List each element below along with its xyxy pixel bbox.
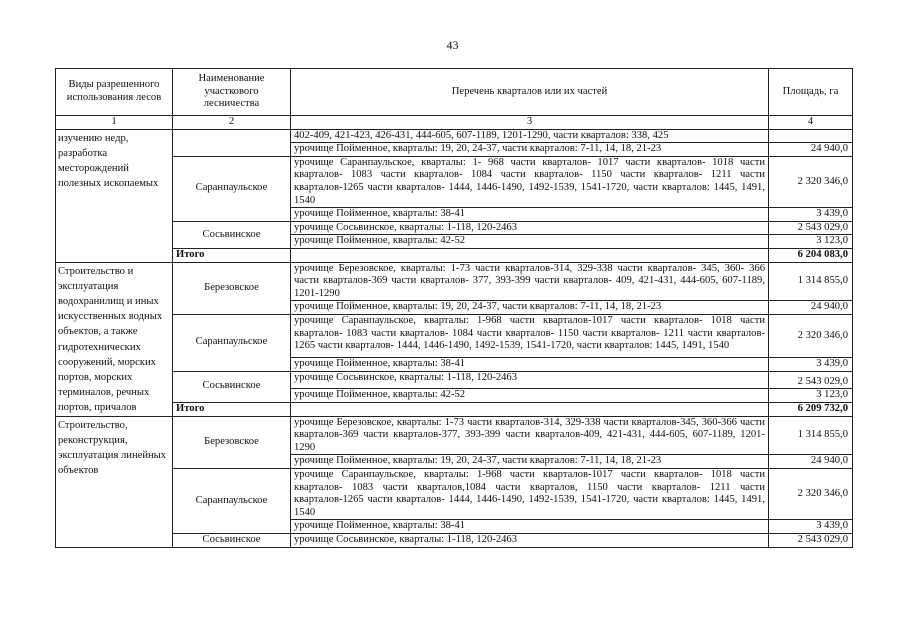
total-row: [56, 248, 853, 262]
area-cell: 1 314 855,0: [769, 262, 853, 301]
forestry-cell: [173, 129, 291, 156]
total-value: 6 204 083,0: [769, 248, 853, 262]
quarters-cell: урочище Пойменное, кварталы: 38-41: [291, 520, 769, 534]
table-row: [56, 262, 853, 301]
header-area: Площадь, га: [769, 69, 853, 116]
table-body: [56, 129, 853, 547]
quarters-cell: урочище Саранпаульское, кварталы: 1-968 части кварталов-1017 части кварталов- 1018 части кварталов- 1083 части кварталов- 1084 части кварталов- 1150 части кварталов- 1211 части кварталов- 1265 части кварталов- 1444, 1446-1490, 1492-1539, 1541-1720, части кварталов: 1445, 1491, 1540: [291, 314, 769, 357]
area-cell: 2 320 346,0: [769, 156, 853, 207]
forestry-cell: Березовское: [173, 416, 291, 468]
use-type-cell: изучению недр, разработка месторождений полезных ископаемых: [56, 129, 173, 262]
quarters-cell: урочище Сосьвинское, кварталы: 1-118, 120-2463: [291, 221, 769, 235]
area-cell: [769, 129, 853, 143]
area-cell: 2 543 029,0: [769, 221, 853, 235]
forestry-cell: Саранпаульское: [173, 314, 291, 371]
table-header-row: [56, 69, 853, 116]
table-row: [56, 468, 853, 519]
table-row: [56, 221, 853, 235]
column-number: 1: [56, 116, 173, 130]
quarters-cell: урочище Пойменное, кварталы: 19, 20, 24-37, части кварталов: 7-11, 14, 18, 21-23: [291, 301, 769, 315]
column-number-row: [56, 116, 853, 130]
area-cell: 3 123,0: [769, 389, 853, 403]
quarters-cell: урочище Саранпаульское, кварталы: 1-968 части кварталов-1017 части кварталов- 1018 части кварталов- 1083 части кварталов,1084 части кварталов, 1150 части кварталов- 1211 части кварталов-1265 части кварталов- 1444, 1446-1490, 1492-1539, 1541-1720, части кварталов: 1445, 1491, 1540: [291, 468, 769, 519]
total-empty-cell: [291, 402, 769, 416]
quarters-cell: урочище Пойменное, кварталы: 42-52: [291, 235, 769, 249]
forestry-cell: Саранпаульское: [173, 156, 291, 221]
use-type-cell: Строительство и эксплуатация водохранилищ и иных искусственных водных объектов, а также гидротехнических сооружений, морских портов, морских терминалов, речных портов, причалов: [56, 262, 173, 416]
quarters-cell: урочище Пойменное, кварталы: 38-41: [291, 208, 769, 222]
header-quarters: Перечень кварталов или их частей: [291, 69, 769, 116]
area-cell: 24 940,0: [769, 143, 853, 157]
area-cell: 3 123,0: [769, 235, 853, 249]
header-forestry: Наименование участкового лесничества: [173, 69, 291, 116]
page-number: 43: [446, 38, 459, 52]
table-row: [56, 533, 853, 547]
area-cell: 24 940,0: [769, 301, 853, 315]
area-cell: 3 439,0: [769, 520, 853, 534]
area-cell: 3 439,0: [769, 357, 853, 371]
quarters-cell: урочище Пойменное, кварталы: 19, 20, 24-37, части кварталов: 7-11, 14, 18, 21-23: [291, 455, 769, 469]
table-row: [56, 371, 853, 389]
header-use-type: Виды разрешенного использования лесов: [56, 69, 173, 116]
forest-use-table: [55, 68, 853, 548]
quarters-cell: урочище Сосьвинское, кварталы: 1-118, 120-2463: [291, 371, 769, 389]
column-number: 3: [291, 116, 769, 130]
area-cell: 2 320 346,0: [769, 314, 853, 357]
forestry-cell: Саранпаульское: [173, 468, 291, 533]
quarters-cell: урочище Пойменное, кварталы: 38-41: [291, 357, 769, 371]
area-cell: 1 314 855,0: [769, 416, 853, 455]
column-number: 4: [769, 116, 853, 130]
quarters-cell: урочище Березовское, кварталы: 1-73 части кварталов-314, 329-338 части кварталов-345, 360-366 части кварталов-369 части кварталов-377, 393-399 части кварталов-409, 421-431, 444-605, 607-1189, 1201-1290: [291, 416, 769, 455]
table-row: [56, 314, 853, 357]
use-type-cell: Строительство, реконструкция, эксплуатация линейных объектов: [56, 416, 173, 547]
forestry-cell: Березовское: [173, 262, 291, 314]
area-cell: 2 543 029,0: [769, 371, 853, 389]
total-row: [56, 402, 853, 416]
table-row: [56, 156, 853, 207]
quarters-cell: урочище Березовское, кварталы: 1-73 части кварталов-314, 329-338 части кварталов- 345, 360- 366 части кварталов-369 части кварталов- 377, 393-399 части кварталов- 409, 421-431, 444-605, 607-1189, 1201-1290: [291, 262, 769, 301]
area-cell: 2 320 346,0: [769, 468, 853, 519]
area-cell: 24 940,0: [769, 455, 853, 469]
quarters-cell: урочище Сосьвинское, кварталы: 1-118, 120-2463: [291, 533, 769, 547]
quarters-cell: урочище Пойменное, кварталы: 19, 20, 24-37, части кварталов: 7-11, 14, 18, 21-23: [291, 143, 769, 157]
total-label: Итого: [173, 248, 291, 262]
total-empty-cell: [291, 248, 769, 262]
area-cell: 3 439,0: [769, 208, 853, 222]
table-row: [56, 416, 853, 455]
total-label: Итого: [173, 402, 291, 416]
column-number: 2: [173, 116, 291, 130]
quarters-cell: урочище Пойменное, кварталы: 42-52: [291, 389, 769, 403]
quarters-cell: урочище Саранпаульское, кварталы: 1- 968 части кварталов- 1017 части кварталов- 1018 части кварталов- 1083 части кварталов- 1084 части кварталов- 1150 части кварталов- 1211 части кварталов-1265 части кварталов- 1444, 1446-1490, 1492-1539, 1541-1720, части кварталов: 1445, 1491, 1540: [291, 156, 769, 207]
quarters-cell: 402-409, 421-423, 426-431, 444-605, 607-1189, 1201-1290, части кварталов: 338, 425: [291, 129, 769, 143]
total-value: 6 209 732,0: [769, 402, 853, 416]
forestry-cell: Сосьвинское: [173, 371, 291, 402]
table-row: [56, 129, 853, 143]
forestry-cell: Сосьвинское: [173, 221, 291, 248]
area-cell: 2 543 029,0: [769, 533, 853, 547]
forestry-cell: Сосьвинское: [173, 533, 291, 547]
